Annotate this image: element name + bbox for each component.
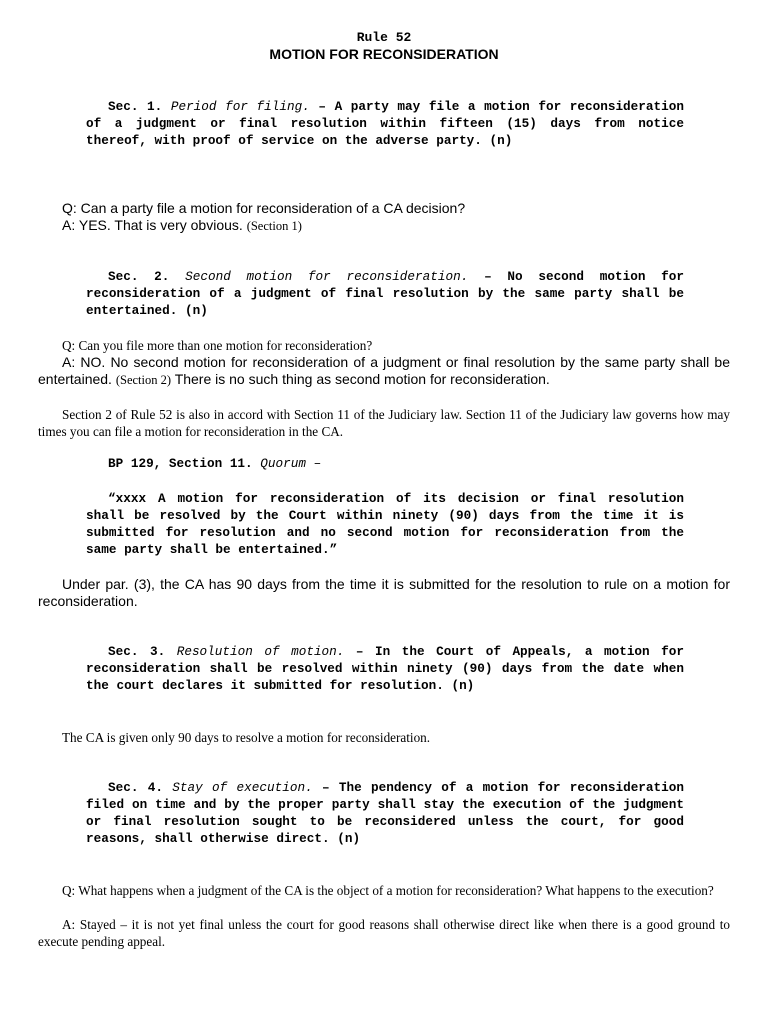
section-2-heading: Second motion for reconsideration. — [185, 269, 469, 284]
paragraph-judiciary-law: Section 2 of Rule 52 is also in accord with Section 11 of the Judiciary law. Section 11 of the Judiciary law governs how may times you can file a motion for reconsideration in the CA. — [38, 407, 730, 439]
answer-1 — [38, 217, 730, 235]
question-1: Q: Can a party file a motion for reconsideration of a CA decision? — [62, 200, 466, 216]
bp129-title: Quorum – — [260, 456, 322, 471]
section-2-label: Sec. 2. — [108, 269, 170, 284]
section-1-text: – A party may file a motion for reconsideration of a judgment or final resolution within fifteen (15) days from notice thereof, with proof of service on the adverse party. (n) — [86, 99, 684, 148]
section-1-heading: Period for filing. — [170, 99, 310, 114]
section-3-label: Sec. 3. — [108, 644, 166, 659]
answer-2 — [38, 354, 730, 389]
bp129-quote: “xxxx A motion for reconsideration of its decision or final resolution shall be resolved by the Court within ninety (90) days from the time it is submitted for resolution and no second motion for reconsideration from the same party shall be entertained.” — [86, 491, 684, 557]
section-2 — [86, 268, 684, 319]
bp129-heading — [108, 456, 321, 471]
section-3-text: – In the Court of Appeals, a motion for reconsideration shall be resolved within ninety (90) days from the date when the court declares it submitted for resolution. (n) — [86, 644, 685, 693]
section-3 — [86, 643, 684, 694]
section-1-label: Sec. 1. — [108, 99, 163, 114]
section-4 — [86, 779, 684, 847]
section-4-text: – The pendency of a motion for reconsideration filed on time and by the proper party shall stay the execution of the judgment or final resolution sought to be reconsidered unless the court, for good reasons, shall otherwise direct. (n) — [86, 780, 684, 846]
question-2: Q: Can you file more than one motion for reconsideration? — [62, 338, 373, 353]
paragraph-par3: Under par. (3), the CA has 90 days from the time it is submitted for the resolution to rule on a motion for reconsideration. — [38, 576, 730, 609]
section-1 — [86, 98, 684, 149]
bp129-label: BP 129, Section 11. — [108, 456, 253, 471]
section-3-heading: Resolution of motion. — [176, 644, 345, 659]
answer-1-text: A: YES. That is very obvious. — [62, 217, 243, 233]
section-4-heading: Stay of execution. — [172, 780, 313, 795]
question-4: Q: What happens when a judgment of the CA is the object of a motion for reconsideration? What happens to the execution? — [62, 883, 714, 898]
page-title: MOTION FOR RECONSIDERATION — [269, 46, 499, 62]
answer-2-note: There is no such thing as second motion for reconsideration. — [174, 371, 550, 387]
answer-4: A: Stayed – it is not yet final unless the court for good reasons shall otherwise direct like when there is a good ground to execute pending appeal. — [38, 917, 730, 949]
answer-1-citation: (Section 1) — [246, 219, 302, 233]
rule-number: Rule 52 — [356, 30, 412, 45]
section-4-label: Sec. 4. — [108, 780, 163, 795]
answer-2-citation: (Section 2) — [115, 373, 172, 387]
answer-2-text: A: NO. No second motion for reconsideration of a judgment or final resolution by the same party shall be entertained. — [38, 354, 730, 387]
paragraph-90-days: The CA is given only 90 days to resolve a motion for reconsideration. — [62, 730, 431, 745]
section-2-text: – No second motion for reconsideration of a judgment of final resolution by the same party shall be entertained. (n) — [86, 269, 684, 318]
